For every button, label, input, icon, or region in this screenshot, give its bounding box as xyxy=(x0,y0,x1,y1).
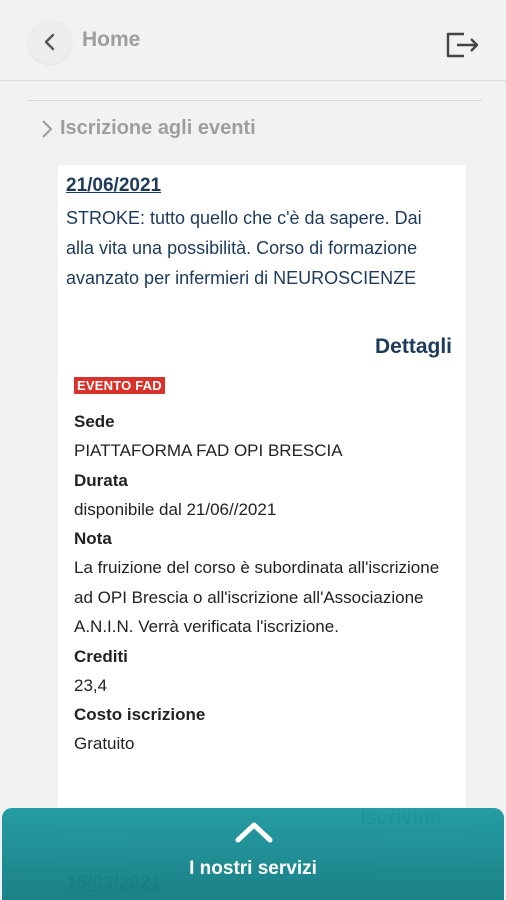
chevron-left-icon xyxy=(43,33,57,51)
divider xyxy=(28,100,482,101)
info-label-costo: Costo iscrizione xyxy=(74,705,206,724)
info-label-sede: Sede xyxy=(74,412,115,431)
breadcrumb-label: Iscrizione agli eventi xyxy=(60,117,256,139)
breadcrumb[interactable] xyxy=(40,117,256,140)
services-label: I nostri servizi xyxy=(189,858,317,879)
info-label-nota: Nota xyxy=(74,529,112,548)
info-value-nota: La fruizione del corso è subordinata all'iscrizione ad OPI Brescia o all'iscrizione all'Associazione A.N.I.N. Verrà verificata l'iscrizione. xyxy=(74,558,440,636)
back-button[interactable] xyxy=(28,20,72,64)
page-title: Home xyxy=(82,28,141,51)
info-value-sede: PIATTAFORMA FAD OPI BRESCIA xyxy=(74,441,343,460)
info-value-durata: disponibile dal 21/06//2021 xyxy=(74,499,277,519)
info-label-durata: Durata xyxy=(74,470,128,490)
details-link[interactable]: Dettagli xyxy=(374,335,452,358)
event-date: 21/06/2021 xyxy=(66,175,162,196)
info-value-crediti: 23,4 xyxy=(74,675,108,695)
event-info xyxy=(74,407,460,759)
info-label-crediti: Crediti xyxy=(74,646,128,666)
event-title: STROKE: tutto quello che c'è da sapere. Dai alla vita una possibilità. Corso di formazione avanzato per infermieri di NEUROSCIENZE xyxy=(66,208,422,288)
event-card xyxy=(58,165,466,865)
logout-icon[interactable] xyxy=(444,30,480,60)
services-bar[interactable] xyxy=(2,808,504,900)
event-type-badge: EVENTO FAD xyxy=(74,377,165,394)
info-value-costo: Gratuito xyxy=(74,734,135,753)
chevron-up-icon xyxy=(234,820,274,844)
top-bar xyxy=(0,0,506,81)
chevron-right-icon xyxy=(40,119,54,139)
